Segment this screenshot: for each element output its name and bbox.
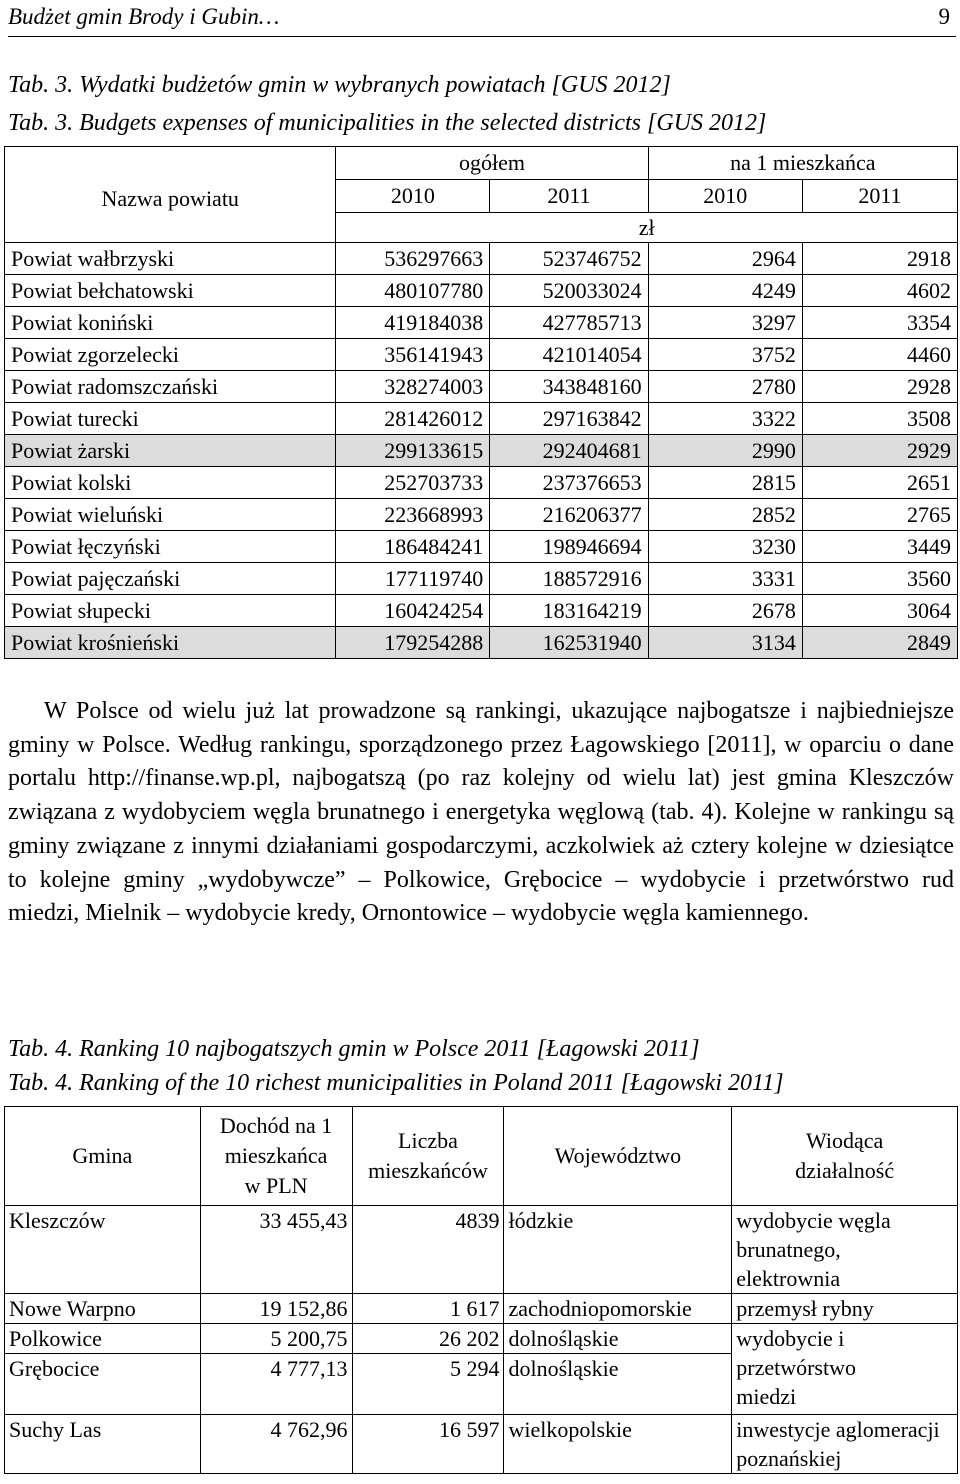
table4-caption-en: Tab. 4. Ranking of the 10 richest municipalities in Poland 2011 [Łagowski 2011]: [8, 1070, 784, 1096]
table4-cell-population: 5 294: [352, 1354, 504, 1415]
table3-cell-value: 3449: [802, 531, 957, 563]
table3-cell-value: 3134: [648, 627, 802, 659]
table4-cell-activity: inwestycje aglomeracji poznańskiej: [732, 1415, 958, 1474]
table4-cell-activity: wydobycie i przetwórstwo miedzi: [732, 1324, 958, 1415]
table4-header-population: Liczba mieszkańców: [352, 1107, 504, 1206]
table3-row: [5, 627, 958, 659]
table4-cell-population: 16 597: [352, 1415, 504, 1474]
table3-cell-value: 2780: [648, 371, 802, 403]
table3-cell-value: 4602: [802, 275, 957, 307]
table3-cell-value: 4460: [802, 339, 957, 371]
table3-cell-value: 299133615: [336, 435, 490, 467]
table4-caption-pl: Tab. 4. Ranking 10 najbogatszych gmin w Polsce 2011 [Łagowski 2011]: [8, 1036, 700, 1062]
table3-cell-value: 536297663: [336, 243, 490, 275]
table3-row: [5, 371, 958, 403]
table3-row: [5, 275, 958, 307]
table3-cell-value: 281426012: [336, 403, 490, 435]
table3-cell-value: 2964: [648, 243, 802, 275]
table3-cell-name: Powiat krośnieński: [5, 627, 336, 659]
table3-group-per-capita: na 1 mieszkańca: [648, 147, 957, 180]
table3-cell-value: 292404681: [490, 435, 648, 467]
table4-cell-voivodeship: łódzkie: [504, 1206, 732, 1294]
table3-cell-value: 216206377: [490, 499, 648, 531]
table4-cell-gmina: Grębocice: [5, 1354, 201, 1415]
table4-cell-income: 33 455,43: [200, 1206, 352, 1294]
table3-cell-value: 2918: [802, 243, 957, 275]
table3-cell-value: 419184038: [336, 307, 490, 339]
table4-cell-gmina: Kleszczów: [5, 1206, 201, 1294]
table3-cell-name: Powiat słupecki: [5, 595, 336, 627]
table3-cell-value: 297163842: [490, 403, 648, 435]
table3-cell-name: Powiat żarski: [5, 435, 336, 467]
table3-cell-value: 2929: [802, 435, 957, 467]
table3-cell-value: 3560: [802, 563, 957, 595]
table3-cell-value: 3322: [648, 403, 802, 435]
table4-cell-income: 4 777,13: [200, 1354, 352, 1415]
table4-cell-gmina: Suchy Las: [5, 1415, 201, 1474]
page-number: 9: [938, 4, 950, 29]
table3-caption-en: Tab. 3. Budgets expenses of municipalities in the selected districts [GUS 2012]: [8, 110, 767, 136]
table4-cell-activity: wydobycie węgla brunatnego, elektrownia: [732, 1206, 958, 1294]
table3: [4, 146, 958, 659]
table3-cell-name: Powiat radomszczański: [5, 371, 336, 403]
table3-cell-value: 3331: [648, 563, 802, 595]
table3-cell-value: 3297: [648, 307, 802, 339]
table3-cell-value: 198946694: [490, 531, 648, 563]
table3-year: 2011: [490, 180, 648, 213]
table3-group-total: ogółem: [336, 147, 648, 180]
table3-cell-name: Powiat łęczyński: [5, 531, 336, 563]
table3-cell-value: 523746752: [490, 243, 648, 275]
table3-cell-value: 2815: [648, 467, 802, 499]
table3-cell-value: 2651: [802, 467, 957, 499]
table4-cell-voivodeship: wielkopolskie: [504, 1415, 732, 1474]
table4-header-activity: Wiodąca działalność: [732, 1107, 958, 1206]
table3-row: [5, 499, 958, 531]
table4-row: [5, 1415, 958, 1474]
table3-header-row-group: [5, 147, 958, 180]
table4-cell-gmina: Nowe Warpno: [5, 1294, 201, 1324]
table3-cell-value: 343848160: [490, 371, 648, 403]
table3-cell-value: 2852: [648, 499, 802, 531]
table4-row: [5, 1324, 958, 1354]
table4-header-row: [5, 1107, 958, 1206]
table4-cell-gmina: Polkowice: [5, 1324, 201, 1354]
table3-cell-value: 2765: [802, 499, 957, 531]
table3-cell-value: 520033024: [490, 275, 648, 307]
table3-row: [5, 435, 958, 467]
table3-cell-value: 186484241: [336, 531, 490, 563]
table3-cell-name: Powiat zgorzelecki: [5, 339, 336, 371]
table3-cell-value: 2990: [648, 435, 802, 467]
table3-cell-value: 179254288: [336, 627, 490, 659]
table4-cell-income: 4 762,96: [200, 1415, 352, 1474]
table3-row: [5, 339, 958, 371]
table4-header-income: Dochód na 1 mieszkańca w PLN: [200, 1107, 352, 1206]
table3-caption-pl: Tab. 3. Wydatki budżetów gmin w wybranych powiatach [GUS 2012]: [8, 72, 671, 98]
table3-year: 2011: [802, 180, 957, 213]
table3-cell-value: 237376653: [490, 467, 648, 499]
table3-cell-name: Powiat pajęczański: [5, 563, 336, 595]
table3-cell-name: Powiat wałbrzyski: [5, 243, 336, 275]
table3-cell-value: 328274003: [336, 371, 490, 403]
table3-cell-value: 421014054: [490, 339, 648, 371]
body-paragraph: [8, 695, 954, 931]
table3-cell-value: 252703733: [336, 467, 490, 499]
table3-row: [5, 467, 958, 499]
running-header-title: Budżet gmin Brody i Gubin…: [8, 4, 280, 29]
table3-cell-value: 3354: [802, 307, 957, 339]
table3-cell-value: 183164219: [490, 595, 648, 627]
table3-cell-name: Powiat koniński: [5, 307, 336, 339]
table4-cell-activity: przemysł rybny: [732, 1294, 958, 1324]
table3-cell-value: 188572916: [490, 563, 648, 595]
table3-cell-value: 2678: [648, 595, 802, 627]
table4-cell-voivodeship: dolnośląskie: [504, 1324, 732, 1354]
body-paragraph-text: W Polsce od wielu już lat prowadzone są rankingi, ukazujące najbogatsze i najbiedniejsze gminy w Polsce. Według rankingu, sporządzonego przez Łagowskiego [2011], w oparciu o dane portalu http://finanse.wp.pl, najbogatszą (po raz kolejny od wielu lat) jest gmina Kleszczów związana z wydobyciem węgla brunatnego i energetyka węglową (tab. 4). Kolejne w rankingu są gminy związane z innymi działaniami gospodarczymi, aczkolwiek aż cztery kolejne w dziesiątce to kolejne gminy „wydobywcze” – Polkowice, Grębocice – wydobycie i przetwórstwo rud miedzi, Mielnik – wydobycie kredy, Ornontowice – wydobycie węgla kamiennego.: [8, 698, 954, 927]
table3-cell-value: 160424254: [336, 595, 490, 627]
table3-cell-name: Powiat bełchatowski: [5, 275, 336, 307]
table3-col-name-header: [5, 147, 336, 243]
table3-row: [5, 563, 958, 595]
table4-header-voivodeship: Województwo: [504, 1107, 732, 1206]
table3-row: [5, 595, 958, 627]
table3-cell-name: Powiat turecki: [5, 403, 336, 435]
table3-cell-value: 480107780: [336, 275, 490, 307]
table3-cell-value: 223668993: [336, 499, 490, 531]
table3-row: [5, 531, 958, 563]
table4-cell-voivodeship: dolnośląskie: [504, 1354, 732, 1415]
table3-cell-value: 177119740: [336, 563, 490, 595]
table4-row: [5, 1206, 958, 1294]
table3-cell-value: 3508: [802, 403, 957, 435]
table4: [4, 1106, 958, 1474]
table4-cell-population: 26 202: [352, 1324, 504, 1354]
table3-cell-value: 2928: [802, 371, 957, 403]
table3-body: [5, 243, 958, 659]
table3-cell-value: 3230: [648, 531, 802, 563]
table4-cell-population: 4839: [352, 1206, 504, 1294]
table3-row: [5, 243, 958, 275]
table3-cell-value: 3752: [648, 339, 802, 371]
table4-cell-population: 1 617: [352, 1294, 504, 1324]
table4-cell-voivodeship: zachodniopomorskie: [504, 1294, 732, 1324]
table4-row: [5, 1294, 958, 1324]
table3-row: [5, 307, 958, 339]
table3-row: [5, 403, 958, 435]
table3-cell-value: 3064: [802, 595, 957, 627]
table3-cell-value: 4249: [648, 275, 802, 307]
table4-header-gmina: Gmina: [5, 1107, 201, 1206]
table3-cell-name: Powiat kolski: [5, 467, 336, 499]
table3-cell-value: 427785713: [490, 307, 648, 339]
table3-col-name-label: Nazwa powiatu: [101, 185, 239, 211]
table4-cell-income: 5 200,75: [200, 1324, 352, 1354]
running-header: [8, 2, 956, 37]
table3-year: 2010: [648, 180, 802, 213]
table3-year: 2010: [336, 180, 490, 213]
table3-cell-value: 162531940: [490, 627, 648, 659]
table3-unit: zł: [336, 213, 958, 243]
table3-cell-value: 356141943: [336, 339, 490, 371]
table3-cell-name: Powiat wieluński: [5, 499, 336, 531]
table4-cell-income: 19 152,86: [200, 1294, 352, 1324]
table3-cell-value: 2849: [802, 627, 957, 659]
